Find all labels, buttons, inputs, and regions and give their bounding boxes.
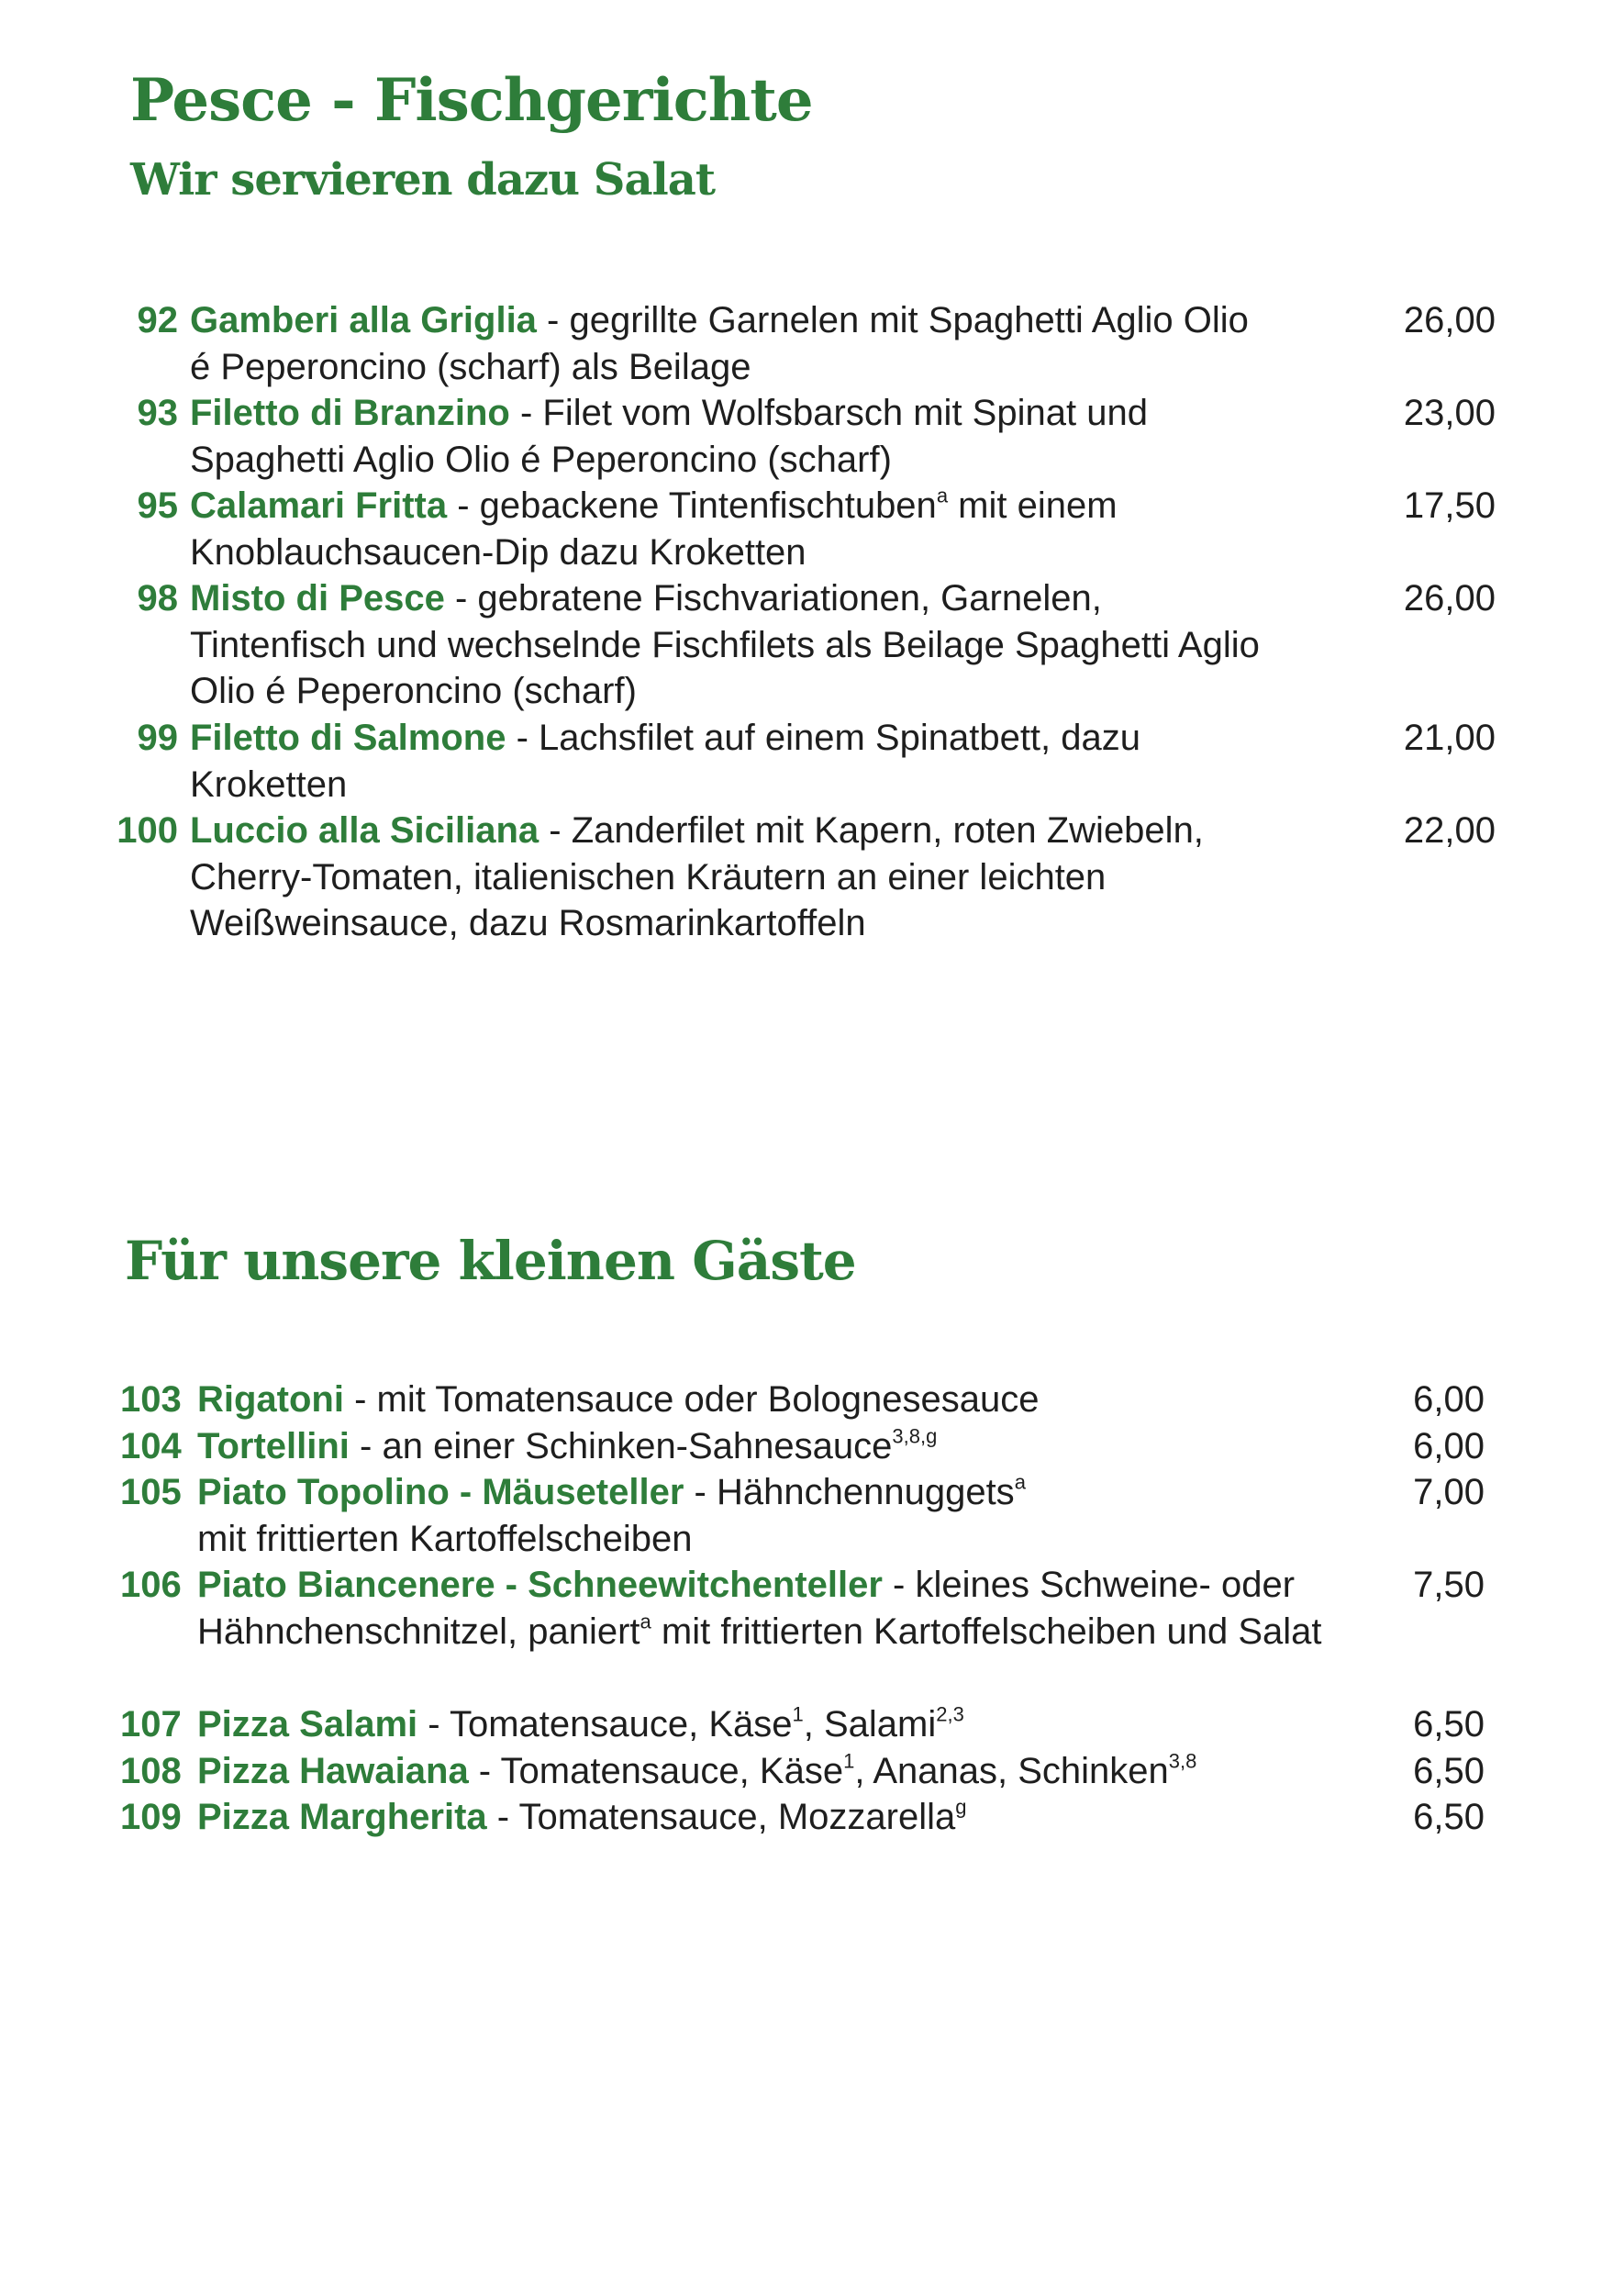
menu-item [0, 1469, 1624, 1562]
item-name: Rigatoni [197, 1379, 344, 1420]
menu-item [0, 808, 1624, 947]
item-name: Tortellini [197, 1425, 350, 1466]
kids-menu-list [0, 1377, 1624, 1841]
item-description-cont: mit frittierten Kartoffelscheiben [197, 1518, 693, 1559]
item-description-cont: mit einem Knoblauchsaucen-Dip dazu Kroketten [190, 485, 1118, 573]
item-description: - Tomatensauce, Käse [417, 1704, 793, 1744]
menu-item [0, 1423, 1624, 1470]
allergen-note: a [1014, 1470, 1026, 1494]
item-price: 22,00 [1403, 810, 1496, 851]
item-number: 104 [120, 1425, 182, 1466]
item-number: 93 [137, 393, 178, 433]
menu-item [0, 575, 1624, 715]
allergen-note: a [936, 484, 949, 507]
item-number: 103 [120, 1379, 182, 1420]
item-price: 7,00 [1413, 1472, 1485, 1512]
item-number: 100 [117, 810, 178, 851]
item-description: - kleines Schweine- oder Hähnchenschnitzel, paniert [197, 1565, 1296, 1652]
menu-item [0, 390, 1624, 483]
allergen-note: 1 [792, 1702, 804, 1726]
item-price: 17,50 [1403, 485, 1496, 526]
item-name: Pizza Hawaiana [197, 1750, 469, 1791]
item-number: 95 [137, 485, 178, 526]
item-description: - Lachsfilet auf einem Spinatbett, dazu Kroketten [190, 718, 1141, 805]
item-number: 108 [120, 1750, 182, 1791]
menu-item [0, 1748, 1624, 1795]
menu-item [0, 297, 1624, 390]
item-price: 21,00 [1403, 718, 1496, 758]
allergen-note: 1 [843, 1749, 855, 1772]
item-name: Piato Biancenere - Schneewitchenteller [197, 1565, 883, 1605]
item-description: - Zanderfilet mit Kapern, roten Zwiebeln, Cherry-Tomaten, italienischen Kräutern an einer leichten Weißweinsauce, dazu Rosmarinkartoffeln [190, 810, 1204, 944]
item-price: 6,50 [1413, 1704, 1485, 1744]
item-description: - an einer Schinken-Sahnesauce [349, 1425, 893, 1466]
menu-item [0, 483, 1624, 575]
item-description: - gebratene Fischvariationen, Garnelen, Tintenfisch und wechselnde Fischfilets als Beilage Spaghetti Aglio Olio é Peperoncino (scharf) [190, 578, 1260, 712]
item-price: 6,00 [1413, 1425, 1485, 1466]
item-price: 6,50 [1413, 1750, 1485, 1791]
fish-section-title: Pesce - Fischgerichte [130, 66, 813, 135]
item-description-cont: , Ananas, Schinken [854, 1750, 1169, 1791]
item-price: 7,50 [1413, 1565, 1485, 1605]
kids-section-title: Für unsere kleinen Gäste [125, 1230, 856, 1292]
allergen-note: 3,8 [1168, 1749, 1197, 1772]
item-name: Piato Topolino - Mäuseteller [197, 1472, 684, 1512]
item-name: Pizza Margherita [197, 1797, 487, 1837]
item-price: 6,50 [1413, 1797, 1485, 1837]
allergen-note: 2,3 [936, 1702, 964, 1726]
item-name: Filetto di Salmone [190, 718, 506, 758]
menu-item [0, 1701, 1624, 1748]
item-number: 99 [137, 718, 178, 758]
item-price: 26,00 [1403, 300, 1496, 340]
item-number: 92 [137, 300, 178, 340]
item-description: - Hähnchennuggets [684, 1472, 1015, 1512]
item-description: - Tomatensauce, Mozzarella [486, 1797, 956, 1837]
item-description-cont: mit frittierten Kartoffelscheiben und Salat [651, 1611, 1322, 1652]
item-description: - Tomatensauce, Käse [468, 1750, 844, 1791]
item-description: - mit Tomatensauce oder Bolognesesauce [343, 1379, 1040, 1420]
item-description: - gebackene Tintenfischtuben [447, 485, 937, 526]
item-price: 6,00 [1413, 1379, 1485, 1420]
allergen-note: a [640, 1610, 651, 1633]
item-description: - Filet vom Wolfsbarsch mit Spinat und Spaghetti Aglio Olio é Peperoncino (scharf) [190, 393, 1148, 480]
item-name: Filetto di Branzino [190, 393, 510, 433]
item-price: 23,00 [1403, 393, 1496, 433]
menu-item [0, 1562, 1624, 1701]
item-name: Calamari Fritta [190, 485, 448, 526]
item-number: 105 [120, 1472, 182, 1512]
item-name: Luccio alla Siciliana [190, 810, 539, 851]
item-number: 106 [120, 1565, 182, 1605]
menu-item [0, 715, 1624, 808]
item-number: 109 [120, 1797, 182, 1837]
item-name: Misto di Pesce [190, 578, 445, 619]
item-name: Gamberi alla Griglia [190, 300, 537, 340]
item-description: - gegrillte Garnelen mit Spaghetti Aglio Olio é Peperoncino (scharf) als Beilage [190, 300, 1249, 387]
item-number: 98 [137, 578, 178, 619]
menu-item [0, 1377, 1624, 1423]
item-description-cont: , Salami [803, 1704, 937, 1744]
allergen-note: 3,8,g [892, 1424, 938, 1447]
item-price: 26,00 [1403, 578, 1496, 619]
item-number: 107 [120, 1704, 182, 1744]
fish-menu-list [0, 297, 1624, 947]
allergen-note: g [955, 1795, 967, 1819]
item-name: Pizza Salami [197, 1704, 418, 1744]
fish-section-subtitle: Wir servieren dazu Salat [130, 154, 716, 206]
menu-item [0, 1794, 1624, 1841]
